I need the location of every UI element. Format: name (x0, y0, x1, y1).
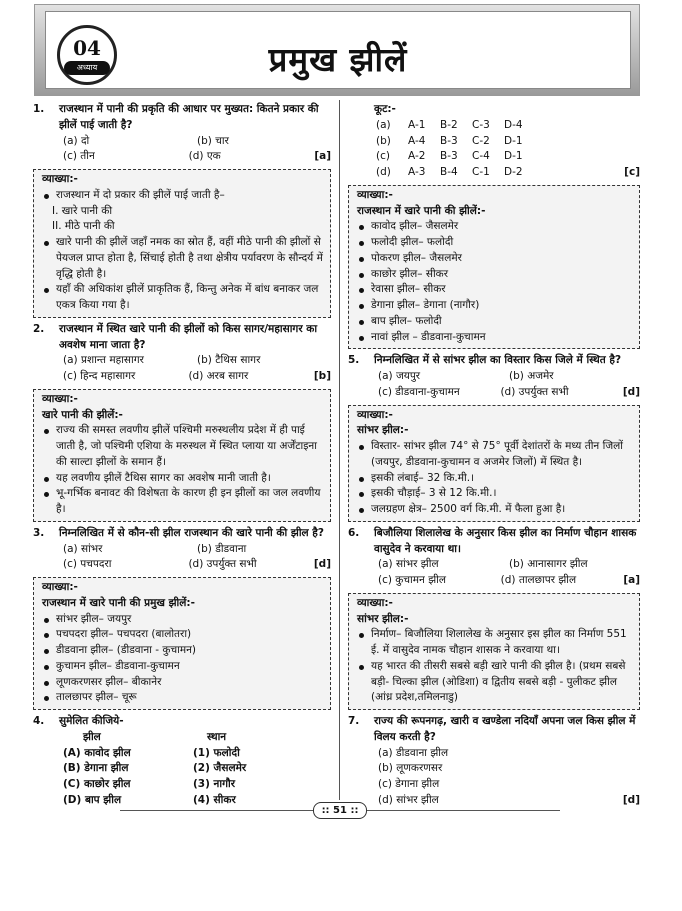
code-cell: B-3 (440, 150, 458, 163)
code-cell: D-2 (504, 166, 523, 178)
question-text: निम्नलिखित में से सांभर झील का विस्तार किस जिले में स्थित है? (374, 354, 622, 367)
explanation-subtitle: राजस्थान में खारे पानी की झीलें:- (357, 204, 486, 217)
option-b: (b) चार (197, 134, 229, 147)
explanation-box (348, 185, 640, 350)
option-c: (c) हिन्द महासागर (63, 370, 136, 382)
answer-key: [d] (622, 793, 640, 806)
option-a: (a) सांभर (63, 542, 103, 555)
option-c: (c) डीडवाना-कुचामन (378, 385, 460, 398)
question-text: राजस्थान में पानी की प्रकृति की आधार पर मुख्यत: कितने प्रकार की झीलें पाई जाती है? (59, 103, 319, 131)
explanation-box (33, 169, 331, 318)
explanation-point: राजस्थान में दो प्रकार की झीलें पाई जाती है– (42, 188, 324, 204)
option-a: (a) दो (63, 134, 90, 147)
explanation-title: व्याख्या:- (357, 188, 393, 201)
explanation-subpoint: I. खारे पानी की (52, 204, 113, 217)
option-a: (a) जयपुर (378, 370, 421, 382)
answer-key: [d] (622, 385, 640, 398)
match-left: (A) कावोद झील (63, 746, 131, 759)
explanation-point: पोकरण झील– जैसलमेर (357, 251, 633, 267)
question-number: 5. (348, 354, 360, 367)
question-7 (348, 714, 640, 809)
left-column (33, 100, 331, 809)
option-c: (c) डेगाना झील (378, 778, 440, 790)
code-cell: B-4 (440, 166, 458, 178)
explanation-title: व्याख्या:- (357, 596, 393, 609)
question-text: राज्य की रूपनगढ़, खारी व खण्डेला नदियाँ अपना जल किस झील में विलय करती है? (374, 715, 636, 743)
code-cell: A-3 (408, 166, 426, 178)
explanation-point: सांभर झील– जयपुर (42, 612, 324, 628)
code-cell: A-1 (408, 118, 426, 131)
code-cell: A-2 (408, 150, 426, 163)
option-b: (b) अजमेर (509, 370, 554, 382)
page-number: :: 51 :: (313, 802, 368, 819)
code-cell: C-3 (472, 118, 490, 131)
match-table (33, 730, 331, 809)
match-col-lake: झील (83, 730, 101, 743)
question-number: 6. (348, 526, 360, 539)
match-right: (2) जैसलमेर (193, 762, 247, 775)
code-cell: C-2 (472, 134, 490, 147)
option-a: (a) सांभर झील (378, 558, 439, 571)
question-4-codes (348, 102, 640, 349)
explanation-point: पचपदरा झील– पचपदरा (बालोतरा) (42, 627, 324, 643)
match-right: (3) नागौर (193, 778, 236, 790)
explanation-point: बाप झील– फलोदी (357, 314, 633, 330)
match-right: (4) सीकर (193, 793, 236, 806)
explanation-point: जलग्रहण क्षेत्र– 2500 वर्ग कि.मी. में फैला हुआ है। (357, 502, 633, 518)
explanation-point: कुचामन झील– डीडवाना-कुचामन (42, 659, 324, 675)
answer-key: [b] (313, 370, 331, 382)
explanation-subtitle: राजस्थान में खारे पानी की प्रमुख झीलें:- (42, 596, 195, 609)
option-d: (d) एक (188, 150, 221, 163)
code-cell: B-2 (440, 118, 458, 131)
page-footer (120, 802, 560, 819)
explanation-box (348, 593, 640, 710)
explanation-point: यह भारत की तीसरी सबसे बड़ी खारे पानी की झील है। (प्रथम सबसे बड़ी- चिल्का झील (ओडिशा) व द्वितीय सबसे बड़ी - पुलीकट झील (आंध्र प्रदेश,तमिलनाडु) (357, 659, 633, 706)
match-left: (C) काछोर झील (63, 778, 131, 790)
code-option: (a) (376, 118, 391, 131)
explanation-point: नावां झील – डीडवाना-कुचामन (357, 330, 633, 346)
code-cell: B-3 (440, 134, 458, 147)
code-cell: C-4 (472, 150, 490, 163)
question-text: सुमेलित कीजिये- (59, 715, 124, 727)
explanation-point: रेवासा झील– सीकर (357, 282, 633, 298)
chapter-label: अध्याय (64, 61, 110, 75)
explanation-point: यह लवणीय झीलें टैथिस सागर का अवशेष मानी जाती है। (42, 471, 324, 487)
question-2 (33, 322, 331, 522)
option-d: (d) तालछापर झील (500, 574, 577, 586)
chapter-title: प्रमुख झीलें (268, 40, 408, 79)
question-1 (33, 102, 331, 318)
answer-key: [a] (314, 150, 331, 163)
explanation-point: विस्तार- सांभर झील 74° से 75° पूर्वी देशांतरों के मध्य तीन जिलों (जयपुर, डीडवाना-कुचामन व अजमेर जिलों) में स्थित है। (357, 439, 633, 471)
option-c: (c) कुचामन झील (378, 574, 446, 586)
option-d: (d) उपर्युक्त सभी (500, 385, 569, 398)
code-option: (c) (376, 150, 390, 163)
explanation-point: फलोदी झील– फलोदी (357, 235, 633, 251)
question-5 (348, 353, 640, 522)
chapter-number: 04 (73, 36, 101, 60)
right-column (348, 100, 640, 809)
explanation-title: व्याख्या:- (357, 408, 393, 421)
option-c: (c) तीन (63, 150, 95, 163)
match-col-place: स्थान (207, 730, 227, 743)
option-a: (a) प्रशान्त महासागर (63, 354, 144, 367)
explanation-subpoint: II. मीठे पानी की (52, 220, 115, 233)
option-c: (c) पचपदरा (63, 558, 112, 571)
match-right: (1) फलोदी (193, 746, 240, 759)
match-left: (D) बाप झील (63, 793, 122, 806)
question-text: बिजौलिया शिलालेख के अनुसार किस झील का निर्माण चौहान शासक वासुदेव ने करवाया था। (374, 526, 637, 555)
option-b: (b) डीडवाना (197, 542, 247, 555)
question-number: 1. (33, 103, 45, 115)
explanation-point: डेगाना झील– डेगाना (नागौर) (357, 298, 633, 314)
explanation-point: राज्य की समस्त लवणीय झीलें पश्चिमी मरुस्थलीय प्रदेश में ही पाई जाती है, जो पश्चिमी एशिया के मरुस्थल में स्थित प्लाया या अर्जेंटाइना की साल्टा झीलों के समान हैं। (42, 423, 324, 470)
option-a: (a) डीडवाना झील (378, 746, 449, 759)
code-cell: A-4 (408, 134, 426, 147)
explanation-point: काछोर झील– सीकर (357, 267, 633, 283)
match-left: (B) डेगाना झील (63, 762, 129, 775)
explanation-point: कावोद झील– जैसलमेर (357, 219, 633, 235)
answer-key: [c] (624, 166, 640, 178)
code-option: (b) (376, 134, 391, 147)
explanation-point: इसकी चौड़ाई– 3 से 12 कि.मी.। (357, 486, 633, 502)
explanation-point: निर्माण– बिजौलिया शिलालेख के अनुसार इस झील का निर्माण 551 ई. में वासुदेव नामक चौहान शासक ने करवाया था। (357, 627, 633, 659)
explanation-title: व्याख्या:- (42, 173, 78, 185)
question-text: राजस्थान में स्थित खारे पानी की झीलों को किस सागर/महासागर का अवशेष माना जाता है? (59, 322, 318, 351)
chapter-header (34, 4, 640, 96)
explanation-point: खारे पानी की झीलें जहाँ नमक का स्रोत हैं, वहीं मीठे पानी की झीलों से पेयजल प्राप्त होता है, सिंचाई होती है तथा क्षेत्रीय पर्यावरण के सौन्दर्य में वृद्धि होती है। (42, 235, 324, 282)
question-number: 7. (348, 715, 360, 727)
answer-key: [d] (313, 558, 331, 571)
question-number: 2. (33, 322, 45, 335)
explanation-subtitle: खारे पानी की झीलें:- (42, 408, 123, 421)
explanation-subtitle: सांभर झील:- (357, 612, 409, 625)
question-3 (33, 526, 331, 710)
question-6 (348, 526, 640, 710)
code-label: कूट:- (374, 103, 396, 115)
explanation-point: भू-गर्भिक बनावट की विशेषता के कारण ही इन झीलों का जल लवणीय है। (42, 486, 324, 518)
explanation-point: तालछापर झील– चूरू (42, 690, 324, 706)
explanation-point: यहाँ की अधिकांश झीलें प्राकृतिक हैं, किन्तु अनेक में बांध बनाकर जल एकत्र किया गया है। (42, 282, 324, 314)
option-b: (b) टैथिस सागर (197, 354, 261, 367)
explanation-subtitle: सांभर झील:- (357, 424, 409, 437)
question-text: निम्नलिखित में से कौन-सी झील राजस्थान की खारे पानी की झील है? (59, 526, 324, 539)
code-cell: D-1 (504, 134, 523, 147)
explanation-box (33, 577, 331, 710)
explanation-point: डीडवाना झील– (डीडवाना - कुचामन) (42, 643, 324, 659)
explanation-box (33, 389, 331, 522)
code-table (348, 118, 640, 181)
option-d: (d) उपर्युक्त सभी (188, 558, 257, 571)
option-b: (b) आनासागर झील (509, 558, 588, 571)
explanation-box (348, 405, 640, 522)
explanation-title: व्याख्या:- (42, 392, 78, 405)
option-d: (d) अरब सागर (188, 370, 249, 382)
explanation-title: व्याख्या:- (42, 581, 78, 593)
option-b: (b) लूणकरणसर (378, 762, 443, 775)
code-option: (d) (376, 166, 391, 178)
question-4 (33, 714, 331, 809)
answer-key: [a] (623, 574, 640, 586)
option-d: (d) सांभर झील (378, 793, 439, 806)
code-cell: D-1 (504, 150, 523, 163)
chapter-badge (57, 25, 117, 85)
explanation-point: इसकी लंबाई– 32 कि.मी.। (357, 471, 633, 487)
code-cell: C-1 (472, 166, 490, 178)
explanation-point: लूणकरणसर झील– बीकानेर (42, 675, 324, 691)
question-number: 4. (33, 715, 45, 727)
header-panel (45, 11, 631, 89)
question-number: 3. (33, 526, 45, 539)
column-divider (339, 100, 340, 800)
code-cell: D-4 (504, 118, 523, 131)
